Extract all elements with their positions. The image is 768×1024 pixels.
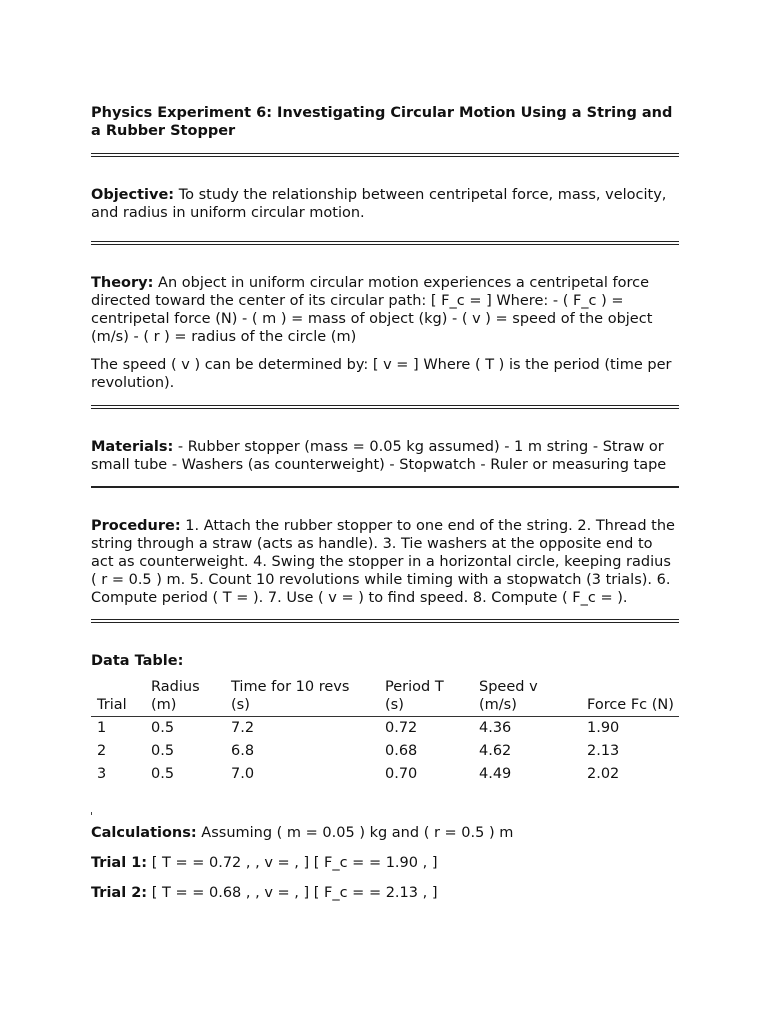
data-table-label: Data Table: xyxy=(91,653,184,669)
divider xyxy=(91,486,679,488)
objective-section xyxy=(91,186,679,222)
cell-period: 0.70 xyxy=(385,766,418,782)
cell-period: 0.68 xyxy=(385,743,418,759)
cell-trial: 2 xyxy=(97,743,107,759)
col-header-speed-line2: (m/s) xyxy=(479,697,517,713)
col-header-force xyxy=(581,678,679,717)
cell-time: 7.0 xyxy=(231,766,255,782)
trial-1-text: [ T = = 0.72 , , v = , ] [ F_c = = 1.90 , ] xyxy=(147,855,438,871)
cell-speed: 4.36 xyxy=(479,720,512,736)
divider xyxy=(91,619,679,623)
procedure-section xyxy=(91,517,679,607)
table-row xyxy=(91,763,679,786)
col-header-radius-line1: Radius xyxy=(151,679,200,695)
calculations-label: Calculations: xyxy=(91,825,197,841)
col-header-period-line2: (s) xyxy=(385,697,404,713)
col-header-radius xyxy=(145,678,225,717)
divider xyxy=(91,241,679,245)
trial-2-calculation xyxy=(91,884,679,902)
cell-trial: 3 xyxy=(97,766,107,782)
cell-time: 7.2 xyxy=(231,720,255,736)
col-header-time xyxy=(225,678,379,717)
objective-label: Objective: xyxy=(91,187,175,203)
col-header-period-line1: Period T xyxy=(385,679,444,695)
col-header-time-line2: (s) xyxy=(231,697,250,713)
divider xyxy=(91,405,679,409)
col-header-radius-line2: (m) xyxy=(151,697,177,713)
theory-label: Theory: xyxy=(91,275,154,291)
cell-period: 0.72 xyxy=(385,720,418,736)
materials-section xyxy=(91,438,679,474)
col-header-speed xyxy=(473,678,581,717)
col-header-trial-text: Trial xyxy=(97,697,127,713)
table-row xyxy=(91,717,679,741)
col-header-period xyxy=(379,678,473,717)
data-table-heading xyxy=(91,652,679,670)
col-header-force-text: Force Fc (N) xyxy=(587,697,674,713)
theory-text: An object in uniform circular motion experiences a centripetal force directed toward the center of its circular path: [ F_c = ] Where: - ( F_c ) = centripetal force (N) - ( m ) = mass of object (kg) - ( v ) = speed of the object (m/s) - ( r ) = radius of the circle (m) xyxy=(91,275,653,345)
page-mark xyxy=(91,812,92,815)
procedure-text: 1. Attach the rubber stopper to one end of the string. 2. Thread the string through a straw (acts as handle). 3. Tie washers at the opposite end to act as counterweight. 4. Swing the stopper in a horizontal circle, keeping radius ( r = 0.5 ) m. 5. Count 10 revolutions while timing with a stopwatch (3 trials). 6. Compute period ( T = ). 7. Use ( v = ) to find speed. 8. Compute ( F_c = ). xyxy=(91,518,675,606)
objective-text: To study the relationship between centripetal force, mass, velocity, and radius in uniform circular motion. xyxy=(91,187,667,221)
table-row xyxy=(91,740,679,763)
table-header-row xyxy=(91,678,679,717)
procedure-label: Procedure: xyxy=(91,518,181,534)
theory-speed-text: The speed ( v ) can be determined by: [ v = ] Where ( T ) is the period (time per revolution). xyxy=(91,357,672,391)
cell-radius: 0.5 xyxy=(151,743,175,759)
materials-label: Materials: xyxy=(91,439,174,455)
cell-force: 1.90 xyxy=(587,720,620,736)
trial-2-label: Trial 2: xyxy=(91,885,148,901)
materials-text: - Rubber stopper (mass = 0.05 kg assumed) - 1 m string - Straw or small tube - Washers (as counterweight) - Stopwatch - Ruler or measuring tape xyxy=(91,439,667,473)
trial-2-text: [ T = = 0.68 , , v = , ] [ F_c = = 2.13 , ] xyxy=(147,885,438,901)
trial-1-calculation xyxy=(91,854,679,872)
divider xyxy=(91,153,679,157)
calculations-text: Assuming ( m = 0.05 ) kg and ( r = 0.5 ) m xyxy=(196,825,514,841)
cell-radius: 0.5 xyxy=(151,720,175,736)
cell-force: 2.02 xyxy=(587,766,620,782)
col-header-time-line1: Time for 10 revs xyxy=(231,679,350,695)
document-page xyxy=(91,104,679,902)
cell-force: 2.13 xyxy=(587,743,620,759)
col-header-trial xyxy=(91,678,145,717)
page-title: Physics Experiment 6: Investigating Circular Motion Using a String and a Rubber Stopper xyxy=(91,105,673,139)
trial-1-label: Trial 1: xyxy=(91,855,148,871)
theory-section xyxy=(91,274,679,346)
cell-time: 6.8 xyxy=(231,743,255,759)
col-header-speed-line1: Speed v xyxy=(479,679,538,695)
cell-radius: 0.5 xyxy=(151,766,175,782)
cell-trial: 1 xyxy=(97,720,107,736)
calculations-section xyxy=(91,824,679,842)
cell-speed: 4.62 xyxy=(479,743,512,759)
data-table xyxy=(91,678,679,786)
cell-speed: 4.49 xyxy=(479,766,512,782)
